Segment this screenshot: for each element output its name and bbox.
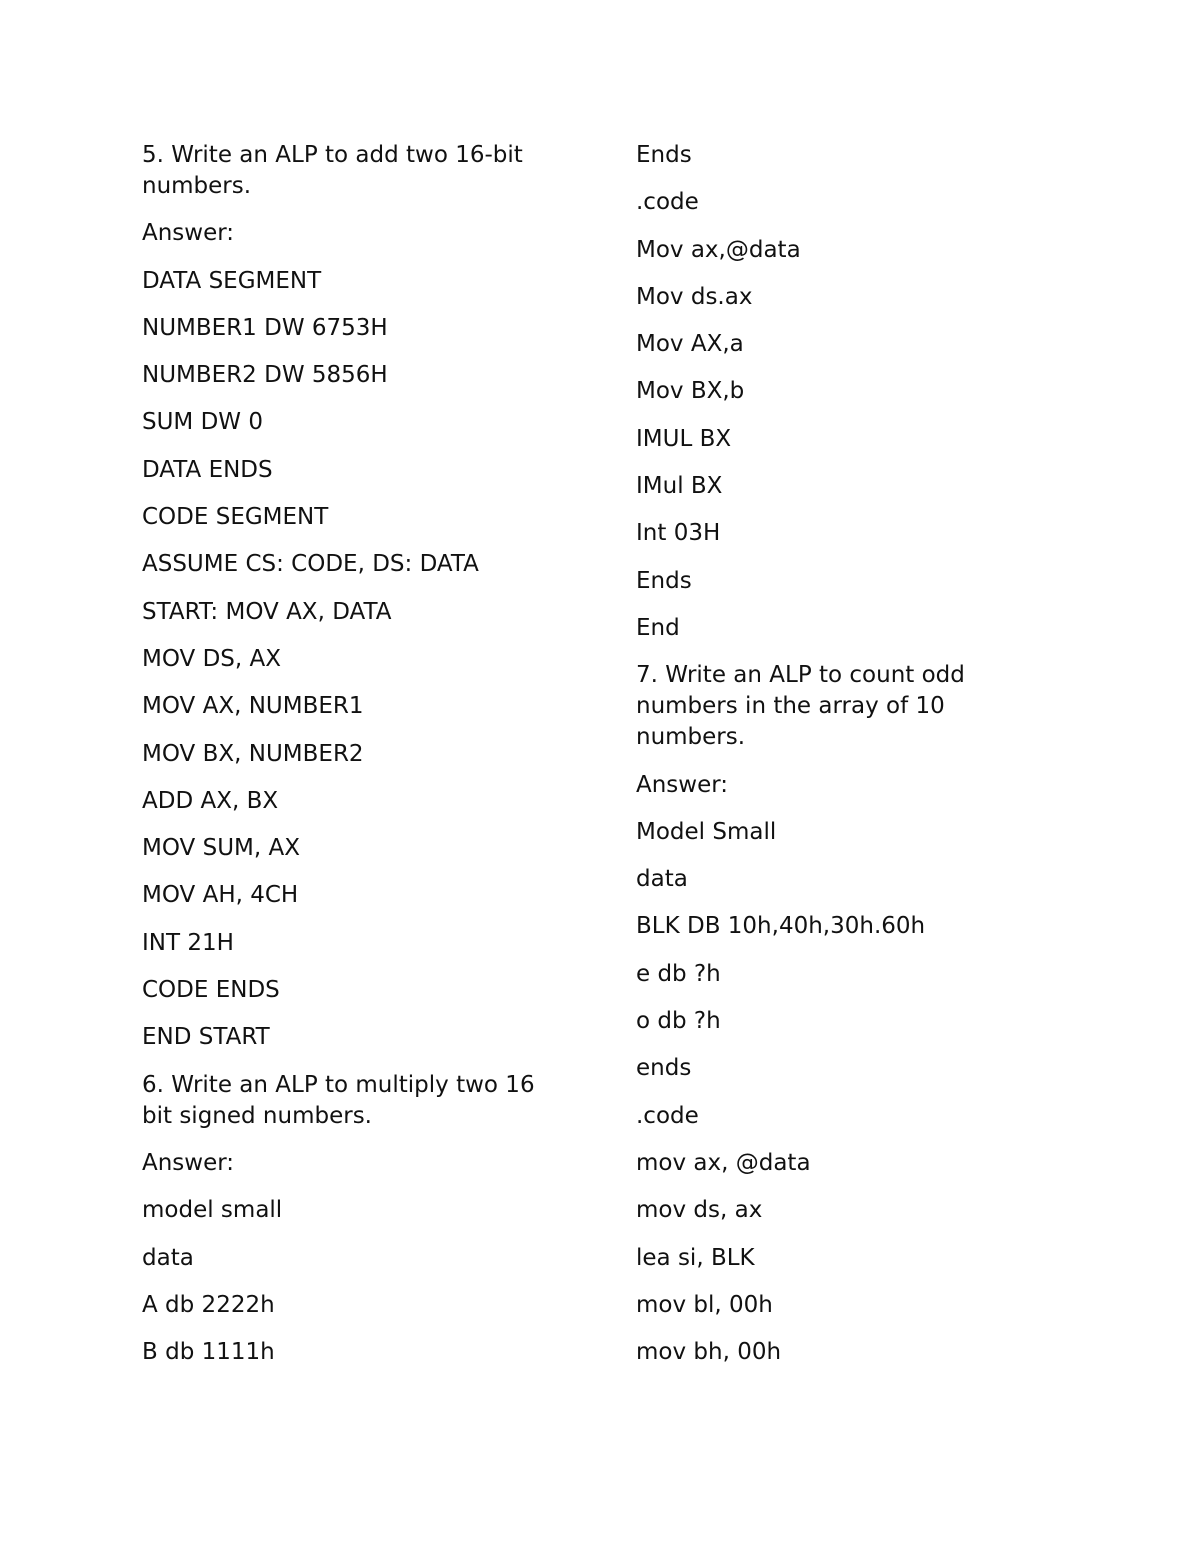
code-line: IMUL BX (636, 425, 732, 452)
code-line: INT 21H (142, 929, 234, 956)
code-line: .code (636, 1102, 699, 1129)
right-column (636, 140, 1016, 1384)
code-line: lea si, BLK (636, 1244, 755, 1271)
code-line: MOV AH, 4CH (142, 882, 299, 909)
code-line: mov ax, @data (636, 1149, 811, 1176)
code-line: data (636, 866, 688, 893)
code-line: START: MOV AX, DATA (142, 598, 392, 625)
answer-label: Answer: (142, 1149, 235, 1176)
code-line: END START (142, 1024, 270, 1051)
code-line: A db 2222h (142, 1291, 275, 1318)
code-line: Mov AX,a (636, 331, 744, 358)
code-line: CODE ENDS (142, 977, 280, 1004)
code-line: model small (142, 1197, 283, 1224)
code-line: Model Small (636, 818, 777, 845)
code-line: End (636, 614, 680, 641)
code-line: mov ds, ax (636, 1197, 763, 1224)
code-line: o db ?h (636, 1008, 721, 1035)
question-6-heading: 6. Write an ALP to multiply two 16 bit signed numbers. (142, 1071, 535, 1129)
code-line: Ends (636, 567, 692, 594)
code-line: B db 1111h (142, 1339, 275, 1366)
code-line: Mov ds.ax (636, 283, 753, 310)
code-line: DATA ENDS (142, 456, 273, 483)
code-line: MOV BX, NUMBER2 (142, 740, 364, 767)
code-line: ASSUME CS: CODE, DS: DATA (142, 551, 479, 578)
code-line: Mov BX,b (636, 378, 745, 405)
answer-label: Answer: (142, 220, 235, 247)
code-line: ends (636, 1055, 692, 1082)
code-line: data (142, 1244, 194, 1271)
code-line: Int 03H (636, 520, 721, 547)
code-line: Mov ax,@data (636, 236, 801, 263)
code-line: ADD AX, BX (142, 787, 279, 814)
code-line: NUMBER2 DW 5856H (142, 362, 388, 389)
code-line: SUM DW 0 (142, 409, 263, 436)
code-line: MOV AX, NUMBER1 (142, 693, 364, 720)
question-7-heading: 7. Write an ALP to count odd numbers in the array of 10 numbers. (636, 662, 965, 751)
left-column (142, 140, 562, 1384)
code-line: e db ?h (636, 960, 721, 987)
code-line: MOV SUM, AX (142, 835, 300, 862)
code-line: DATA SEGMENT (142, 267, 322, 294)
code-line: IMul BX (636, 473, 723, 500)
code-line: NUMBER1 DW 6753H (142, 314, 388, 341)
code-line: .code (636, 189, 699, 216)
code-line: mov bl, 00h (636, 1291, 773, 1318)
answer-label: Answer: (636, 771, 729, 798)
code-line: CODE SEGMENT (142, 504, 329, 531)
question-5-heading: 5. Write an ALP to add two 16-bit numbers. (142, 142, 523, 199)
code-line: Ends (636, 142, 692, 168)
code-line: mov bh, 00h (636, 1339, 782, 1366)
code-line: MOV DS, AX (142, 645, 282, 672)
code-line: BLK DB 10h,40h,30h.60h (636, 913, 926, 940)
